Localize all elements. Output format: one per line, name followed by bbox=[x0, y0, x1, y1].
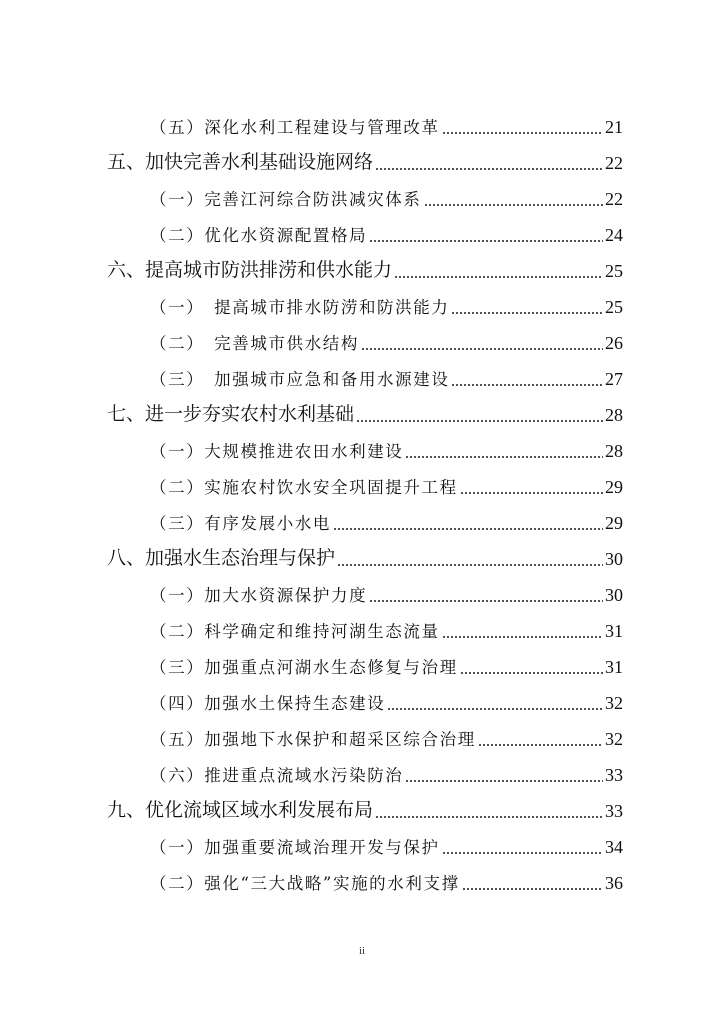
dot-leader bbox=[478, 744, 603, 746]
dot-leader bbox=[369, 240, 603, 242]
toc-entry-page: 34 bbox=[605, 837, 623, 857]
dot-leader bbox=[387, 708, 603, 710]
dot-leader bbox=[442, 852, 603, 854]
dot-leader bbox=[462, 888, 603, 890]
toc-entry-page: 28 bbox=[605, 441, 623, 461]
toc-entry-title: 六、提高城市防洪排涝和供水能力 bbox=[107, 259, 393, 281]
toc-entry-title: （二） 完善城市供水结构 bbox=[150, 334, 359, 353]
toc-entry-title: 七、进一步夯实农村水利基础 bbox=[107, 403, 355, 425]
dot-leader bbox=[442, 636, 603, 638]
dot-leader bbox=[451, 384, 603, 386]
toc-entry[interactable] bbox=[150, 435, 623, 463]
toc-entry[interactable] bbox=[107, 147, 623, 175]
dot-leader bbox=[356, 420, 603, 422]
toc-entry-page: 31 bbox=[605, 621, 623, 641]
toc-entry-page: 27 bbox=[605, 369, 623, 389]
dot-leader bbox=[424, 204, 604, 206]
toc-entry-page: 22 bbox=[605, 153, 623, 173]
toc-entry[interactable] bbox=[150, 363, 623, 391]
toc-entry[interactable] bbox=[150, 651, 623, 679]
toc-entry[interactable] bbox=[107, 399, 623, 427]
toc-entry-title: （二）强化“三大战略”实施的水利支撑 bbox=[150, 874, 460, 893]
toc-entry[interactable] bbox=[150, 471, 623, 499]
toc-entry-title: （二）实施农村饮水安全巩固提升工程 bbox=[150, 478, 458, 497]
toc-entry-title: （三） 加强城市应急和备用水源建设 bbox=[150, 370, 450, 389]
toc-entry-page: 31 bbox=[605, 657, 623, 677]
page-number: ii bbox=[358, 945, 366, 957]
toc-entry-page: 32 bbox=[605, 729, 623, 749]
toc-entry-page: 32 bbox=[605, 693, 623, 713]
toc-entry-title: 九、优化流域区域水利发展布局 bbox=[107, 799, 374, 821]
toc-entry-title: （五）加强地下水保护和超采区综合治理 bbox=[150, 730, 476, 749]
dot-leader bbox=[405, 456, 603, 458]
toc-entry-title: （四）加强水土保持生态建设 bbox=[150, 694, 386, 713]
dot-leader bbox=[375, 168, 603, 170]
toc-entry-page: 30 bbox=[605, 549, 623, 569]
toc-entry[interactable] bbox=[150, 831, 623, 859]
toc-entry-title: （三）加强重点河湖水生态修复与治理 bbox=[150, 658, 458, 677]
toc-entry-page: 33 bbox=[605, 765, 623, 785]
dot-leader bbox=[394, 276, 603, 278]
toc-entry-title: （一） 提高城市排水防涝和防洪能力 bbox=[150, 298, 450, 317]
dot-leader bbox=[405, 780, 603, 782]
toc-entry-title: （六）推进重点流域水污染防治 bbox=[150, 766, 404, 785]
dot-leader bbox=[460, 492, 603, 494]
toc-entry-page: 25 bbox=[605, 297, 623, 317]
toc-entry[interactable] bbox=[150, 579, 623, 607]
toc-entry-page: 26 bbox=[605, 333, 623, 353]
dot-leader bbox=[333, 528, 603, 530]
toc-entry[interactable] bbox=[150, 327, 623, 355]
toc-entry-title: （一）完善江河综合防洪减灾体系 bbox=[150, 190, 422, 209]
toc-entry[interactable] bbox=[150, 723, 623, 751]
toc-entry-title: （一）加大水资源保护力度 bbox=[150, 586, 368, 605]
toc-entry-title: （二）优化水资源配置格局 bbox=[150, 226, 368, 245]
toc-entry-title: 五、加快完善水利基础设施网络 bbox=[107, 151, 374, 173]
toc-entry-page: 22 bbox=[605, 189, 623, 209]
toc-entry[interactable] bbox=[150, 183, 623, 211]
toc-entry[interactable] bbox=[150, 507, 623, 535]
toc-entry-title: （五）深化水利工程建设与管理改革 bbox=[150, 118, 440, 137]
toc-entry-page: 36 bbox=[605, 873, 623, 893]
toc-entry[interactable] bbox=[107, 795, 623, 823]
toc-entry[interactable] bbox=[150, 867, 623, 895]
dot-leader bbox=[337, 564, 603, 566]
toc-entry[interactable] bbox=[150, 687, 623, 715]
toc-entry[interactable] bbox=[150, 615, 623, 643]
toc-entry[interactable] bbox=[150, 219, 623, 247]
toc-entry-page: 25 bbox=[605, 261, 623, 281]
toc-entry-page: 30 bbox=[605, 585, 623, 605]
toc-entry-title: （二）科学确定和维持河湖生态流量 bbox=[150, 622, 440, 641]
toc-entry[interactable] bbox=[150, 291, 623, 319]
toc-entry[interactable] bbox=[107, 543, 623, 571]
dot-leader bbox=[369, 600, 603, 602]
toc-entry-title: （一）大规模推进农田水利建设 bbox=[150, 442, 404, 461]
toc-entry[interactable] bbox=[107, 255, 623, 283]
dot-leader bbox=[460, 672, 603, 674]
toc-entry-page: 29 bbox=[605, 513, 623, 533]
toc-entry-page: 29 bbox=[605, 477, 623, 497]
toc-entry-page: 21 bbox=[605, 117, 623, 137]
toc-entry-title: （三）有序发展小水电 bbox=[150, 514, 331, 533]
toc-entry-title: （一）加强重要流域治理开发与保护 bbox=[150, 838, 440, 857]
dot-leader bbox=[361, 348, 603, 350]
dot-leader bbox=[375, 816, 603, 818]
dot-leader bbox=[451, 312, 603, 314]
toc-entry-title: 八、加强水生态治理与保护 bbox=[107, 547, 336, 569]
toc-entry[interactable] bbox=[150, 111, 623, 139]
toc-entry-page: 28 bbox=[605, 405, 623, 425]
toc-entry[interactable] bbox=[150, 759, 623, 787]
toc-entry-page: 33 bbox=[605, 801, 623, 821]
toc-entry-page: 24 bbox=[605, 225, 623, 245]
dot-leader bbox=[442, 132, 603, 134]
